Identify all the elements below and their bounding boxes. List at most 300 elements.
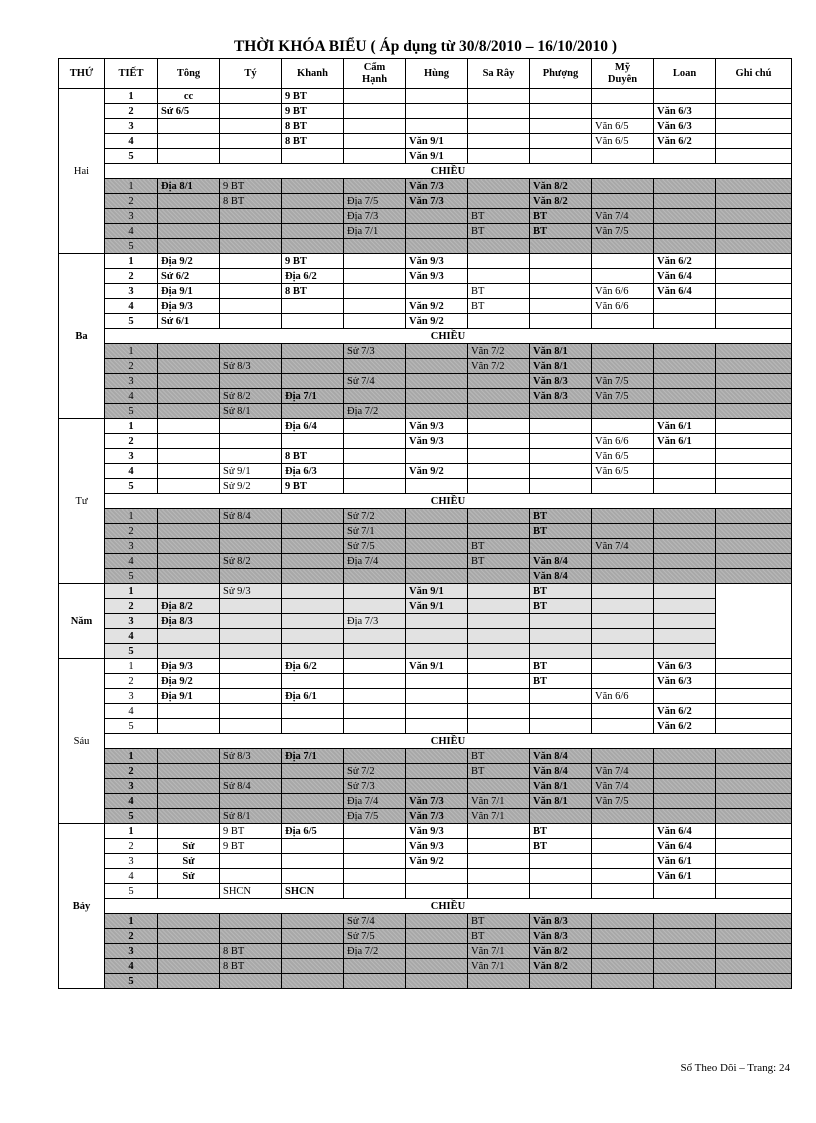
table-row <box>59 554 792 569</box>
schedule-cell <box>282 224 344 239</box>
schedule-cell <box>716 704 792 719</box>
schedule-cell <box>716 959 792 974</box>
schedule-cell: Văn 8/1 <box>530 344 592 359</box>
schedule-cell: Sử 8/3 <box>220 359 282 374</box>
period-number: 5 <box>105 809 158 824</box>
schedule-cell <box>282 509 344 524</box>
schedule-cell <box>530 539 592 554</box>
schedule-cell: Sử 7/2 <box>344 509 406 524</box>
schedule-cell <box>158 764 220 779</box>
schedule-cell: Sử <box>158 869 220 884</box>
schedule-cell <box>716 539 792 554</box>
schedule-cell <box>406 749 468 764</box>
schedule-cell <box>282 614 344 629</box>
schedule-cell <box>406 719 468 734</box>
schedule-cell: Văn 7/4 <box>592 539 654 554</box>
schedule-cell <box>282 599 344 614</box>
schedule-cell <box>592 944 654 959</box>
schedule-cell <box>654 374 716 389</box>
table-row <box>59 824 792 839</box>
schedule-cell: Văn 9/3 <box>406 419 468 434</box>
schedule-cell <box>716 314 792 329</box>
schedule-cell <box>158 719 220 734</box>
schedule-cell <box>530 629 592 644</box>
schedule-cell <box>344 884 406 899</box>
afternoon-divider-row <box>59 494 792 509</box>
table-row <box>59 314 792 329</box>
schedule-cell <box>344 419 406 434</box>
table-row <box>59 599 792 614</box>
schedule-cell: 9 BT <box>220 839 282 854</box>
schedule-cell: 9 BT <box>282 254 344 269</box>
schedule-cell <box>468 104 530 119</box>
schedule-cell <box>592 524 654 539</box>
schedule-cell <box>716 869 792 884</box>
schedule-cell: SHCN <box>220 884 282 899</box>
schedule-cell <box>530 419 592 434</box>
schedule-cell <box>158 884 220 899</box>
schedule-cell: Địa 7/1 <box>282 389 344 404</box>
day-label: Hai <box>59 89 105 254</box>
schedule-cell <box>468 839 530 854</box>
schedule-cell <box>282 584 344 599</box>
schedule-cell <box>716 134 792 149</box>
timetable <box>58 58 792 989</box>
table-row <box>59 344 792 359</box>
schedule-cell <box>654 929 716 944</box>
schedule-cell <box>468 569 530 584</box>
schedule-cell: BT <box>530 524 592 539</box>
schedule-cell <box>468 599 530 614</box>
schedule-cell <box>654 209 716 224</box>
schedule-cell <box>654 779 716 794</box>
schedule-cell <box>654 614 716 629</box>
table-row <box>59 659 792 674</box>
schedule-cell <box>406 209 468 224</box>
schedule-cell <box>592 644 654 659</box>
column-header: Khanh <box>282 59 344 89</box>
table-row <box>59 479 792 494</box>
schedule-cell <box>220 674 282 689</box>
schedule-cell <box>406 884 468 899</box>
schedule-cell <box>654 449 716 464</box>
schedule-cell <box>592 149 654 164</box>
schedule-cell <box>406 344 468 359</box>
schedule-cell <box>592 839 654 854</box>
table-row <box>59 119 792 134</box>
schedule-cell <box>158 959 220 974</box>
schedule-cell <box>158 374 220 389</box>
schedule-cell <box>654 314 716 329</box>
schedule-cell <box>406 704 468 719</box>
schedule-cell <box>406 974 468 989</box>
schedule-cell <box>592 824 654 839</box>
column-header: Cẩm Hạnh <box>344 59 406 89</box>
schedule-cell: Văn 6/4 <box>654 284 716 299</box>
period-number: 3 <box>105 539 158 554</box>
schedule-cell <box>716 884 792 899</box>
schedule-cell: Văn 6/5 <box>592 449 654 464</box>
schedule-cell: Văn 8/4 <box>530 764 592 779</box>
table-row <box>59 809 792 824</box>
schedule-cell: Văn 7/5 <box>592 374 654 389</box>
schedule-cell: Sử 8/3 <box>220 749 282 764</box>
schedule-cell <box>592 914 654 929</box>
schedule-cell <box>716 254 792 269</box>
period-number: 1 <box>105 179 158 194</box>
schedule-cell <box>716 854 792 869</box>
table-row <box>59 854 792 869</box>
schedule-cell <box>592 554 654 569</box>
schedule-cell <box>282 704 344 719</box>
schedule-cell <box>282 434 344 449</box>
schedule-cell <box>592 509 654 524</box>
schedule-cell <box>530 704 592 719</box>
schedule-cell <box>282 974 344 989</box>
schedule-cell: Địa 9/2 <box>158 674 220 689</box>
schedule-cell <box>158 149 220 164</box>
schedule-cell: Văn 7/3 <box>406 809 468 824</box>
schedule-cell: Văn 9/1 <box>406 149 468 164</box>
schedule-cell <box>716 779 792 794</box>
schedule-cell <box>530 314 592 329</box>
schedule-cell <box>530 689 592 704</box>
schedule-cell <box>406 524 468 539</box>
afternoon-label: CHIỀU <box>105 494 792 509</box>
schedule-cell <box>654 299 716 314</box>
schedule-cell <box>530 719 592 734</box>
schedule-cell: Văn 7/3 <box>406 194 468 209</box>
schedule-cell: Văn 8/2 <box>530 179 592 194</box>
schedule-cell <box>158 209 220 224</box>
schedule-cell <box>592 584 654 599</box>
schedule-cell: Sử 7/4 <box>344 914 406 929</box>
schedule-cell <box>344 719 406 734</box>
period-number: 4 <box>105 389 158 404</box>
schedule-cell <box>158 434 220 449</box>
schedule-cell <box>716 659 792 674</box>
table-row <box>59 89 792 104</box>
schedule-cell: Địa 7/4 <box>344 794 406 809</box>
schedule-cell <box>344 314 406 329</box>
schedule-cell <box>592 344 654 359</box>
schedule-cell <box>344 119 406 134</box>
schedule-cell <box>716 404 792 419</box>
schedule-cell <box>406 914 468 929</box>
schedule-cell <box>158 629 220 644</box>
schedule-cell: Văn 8/1 <box>530 794 592 809</box>
schedule-cell: cc <box>158 89 220 104</box>
schedule-cell <box>716 359 792 374</box>
schedule-cell <box>592 719 654 734</box>
schedule-cell <box>344 479 406 494</box>
schedule-cell: Văn 7/1 <box>468 944 530 959</box>
schedule-cell <box>282 344 344 359</box>
schedule-cell <box>468 824 530 839</box>
schedule-cell: Văn 7/2 <box>468 344 530 359</box>
schedule-cell: Văn 6/6 <box>592 299 654 314</box>
schedule-cell: Văn 8/4 <box>530 749 592 764</box>
period-number: 1 <box>105 749 158 764</box>
period-number: 5 <box>105 719 158 734</box>
table-row <box>59 944 792 959</box>
schedule-cell <box>592 104 654 119</box>
schedule-cell <box>220 644 282 659</box>
period-number: 5 <box>105 149 158 164</box>
schedule-cell <box>158 539 220 554</box>
schedule-cell <box>158 524 220 539</box>
schedule-cell <box>406 869 468 884</box>
schedule-cell <box>406 779 468 794</box>
schedule-cell <box>592 269 654 284</box>
schedule-cell <box>716 839 792 854</box>
schedule-cell <box>344 869 406 884</box>
schedule-cell <box>654 599 716 614</box>
schedule-cell <box>406 374 468 389</box>
table-row <box>59 149 792 164</box>
period-number: 2 <box>105 194 158 209</box>
schedule-cell <box>220 599 282 614</box>
afternoon-label: CHIỀU <box>105 734 792 749</box>
schedule-cell <box>530 149 592 164</box>
schedule-cell <box>468 674 530 689</box>
table-row <box>59 569 792 584</box>
schedule-cell <box>468 719 530 734</box>
schedule-cell <box>654 239 716 254</box>
schedule-cell <box>530 134 592 149</box>
schedule-cell <box>592 974 654 989</box>
schedule-cell <box>592 854 654 869</box>
afternoon-label: CHIỀU <box>105 899 792 914</box>
schedule-cell <box>468 974 530 989</box>
schedule-cell <box>592 629 654 644</box>
schedule-cell <box>716 104 792 119</box>
schedule-cell <box>282 674 344 689</box>
schedule-cell: Văn 7/5 <box>592 224 654 239</box>
schedule-cell <box>344 839 406 854</box>
schedule-cell <box>282 794 344 809</box>
table-row <box>59 839 792 854</box>
schedule-cell: Văn 7/2 <box>468 359 530 374</box>
schedule-cell <box>406 689 468 704</box>
schedule-cell <box>654 944 716 959</box>
table-row <box>59 749 792 764</box>
schedule-cell <box>654 149 716 164</box>
period-number: 4 <box>105 704 158 719</box>
schedule-cell <box>158 119 220 134</box>
period-number: 2 <box>105 674 158 689</box>
schedule-cell: Địa 7/5 <box>344 809 406 824</box>
schedule-cell: BT <box>530 839 592 854</box>
period-number: 5 <box>105 569 158 584</box>
schedule-cell <box>220 419 282 434</box>
schedule-cell <box>468 374 530 389</box>
schedule-cell <box>158 449 220 464</box>
schedule-cell: Văn 6/5 <box>592 464 654 479</box>
schedule-cell: Văn 6/1 <box>654 434 716 449</box>
schedule-cell <box>344 689 406 704</box>
schedule-cell <box>592 599 654 614</box>
schedule-cell <box>220 239 282 254</box>
schedule-cell <box>282 719 344 734</box>
schedule-cell: Văn 6/2 <box>654 134 716 149</box>
schedule-cell: BT <box>468 299 530 314</box>
schedule-cell: Văn 6/6 <box>592 689 654 704</box>
schedule-cell <box>716 689 792 704</box>
schedule-cell: BT <box>468 284 530 299</box>
schedule-cell: BT <box>468 554 530 569</box>
schedule-cell <box>592 179 654 194</box>
schedule-cell: Địa 7/3 <box>344 614 406 629</box>
schedule-cell: Địa 9/3 <box>158 299 220 314</box>
period-number: 5 <box>105 314 158 329</box>
schedule-cell <box>282 869 344 884</box>
schedule-cell <box>654 89 716 104</box>
schedule-cell: Văn 9/3 <box>406 269 468 284</box>
schedule-cell <box>220 914 282 929</box>
schedule-cell <box>220 629 282 644</box>
schedule-cell: 9 BT <box>282 479 344 494</box>
schedule-cell <box>282 779 344 794</box>
schedule-cell <box>468 509 530 524</box>
schedule-cell <box>468 779 530 794</box>
schedule-cell: Văn 9/1 <box>406 599 468 614</box>
schedule-cell <box>468 449 530 464</box>
schedule-cell <box>592 869 654 884</box>
page-footer: Sổ Theo Dõi – Trang: 24 <box>680 1062 790 1074</box>
table-row <box>59 719 792 734</box>
schedule-cell: Sử 7/3 <box>344 779 406 794</box>
schedule-cell <box>468 194 530 209</box>
schedule-cell <box>716 299 792 314</box>
schedule-cell <box>716 119 792 134</box>
day-label: Năm <box>59 584 105 659</box>
schedule-cell <box>716 524 792 539</box>
schedule-cell: Văn 8/1 <box>530 779 592 794</box>
schedule-cell <box>654 179 716 194</box>
schedule-cell <box>220 449 282 464</box>
schedule-cell <box>282 929 344 944</box>
schedule-cell: Văn 7/4 <box>592 209 654 224</box>
schedule-cell: BT <box>530 824 592 839</box>
schedule-cell: Địa 6/5 <box>282 824 344 839</box>
schedule-cell <box>158 644 220 659</box>
schedule-cell <box>220 689 282 704</box>
schedule-cell: BT <box>530 224 592 239</box>
schedule-cell: Văn 6/1 <box>654 869 716 884</box>
table-row <box>59 464 792 479</box>
schedule-cell <box>220 854 282 869</box>
schedule-cell: BT <box>468 209 530 224</box>
period-number: 2 <box>105 104 158 119</box>
schedule-cell: 8 BT <box>282 284 344 299</box>
table-row <box>59 884 792 899</box>
column-header: Tý <box>220 59 282 89</box>
schedule-cell <box>654 764 716 779</box>
schedule-cell <box>716 674 792 689</box>
schedule-cell <box>468 119 530 134</box>
schedule-cell: Địa 8/2 <box>158 599 220 614</box>
schedule-cell <box>468 149 530 164</box>
schedule-cell: Địa 9/2 <box>158 254 220 269</box>
schedule-cell <box>282 839 344 854</box>
schedule-cell <box>530 269 592 284</box>
schedule-cell: Địa 6/2 <box>282 659 344 674</box>
schedule-cell <box>344 629 406 644</box>
schedule-cell: Địa 7/2 <box>344 944 406 959</box>
schedule-cell <box>220 659 282 674</box>
schedule-cell: Văn 6/5 <box>592 134 654 149</box>
schedule-cell <box>406 944 468 959</box>
schedule-cell <box>654 524 716 539</box>
schedule-cell <box>716 434 792 449</box>
schedule-cell <box>592 194 654 209</box>
day-label: Ba <box>59 254 105 419</box>
schedule-cell: Văn 8/3 <box>530 389 592 404</box>
schedule-cell <box>344 134 406 149</box>
schedule-cell <box>344 584 406 599</box>
schedule-cell <box>654 974 716 989</box>
table-row <box>59 869 792 884</box>
schedule-cell: Địa 7/1 <box>282 749 344 764</box>
schedule-cell <box>220 929 282 944</box>
schedule-cell <box>282 194 344 209</box>
period-number: 5 <box>105 644 158 659</box>
schedule-cell: Địa 9/1 <box>158 284 220 299</box>
header-row <box>59 59 792 89</box>
schedule-cell <box>220 764 282 779</box>
schedule-cell <box>654 194 716 209</box>
schedule-cell <box>530 119 592 134</box>
period-number: 1 <box>105 659 158 674</box>
schedule-cell <box>716 269 792 284</box>
schedule-cell <box>344 749 406 764</box>
schedule-cell <box>530 884 592 899</box>
schedule-cell <box>220 869 282 884</box>
period-number: 3 <box>105 449 158 464</box>
schedule-cell: Địa 9/3 <box>158 659 220 674</box>
schedule-cell: 8 BT <box>282 449 344 464</box>
schedule-cell: Văn 9/2 <box>406 314 468 329</box>
schedule-cell <box>406 89 468 104</box>
period-number: 2 <box>105 839 158 854</box>
schedule-cell <box>220 299 282 314</box>
schedule-cell <box>282 524 344 539</box>
schedule-cell <box>282 314 344 329</box>
table-row <box>59 404 792 419</box>
schedule-cell <box>344 449 406 464</box>
schedule-cell <box>716 569 792 584</box>
schedule-cell <box>220 539 282 554</box>
schedule-cell <box>158 464 220 479</box>
schedule-cell <box>158 704 220 719</box>
schedule-cell <box>220 224 282 239</box>
schedule-cell <box>158 914 220 929</box>
schedule-cell: BT <box>468 539 530 554</box>
schedule-cell <box>220 134 282 149</box>
schedule-cell <box>282 539 344 554</box>
schedule-cell <box>282 764 344 779</box>
schedule-cell <box>468 89 530 104</box>
schedule-cell <box>220 104 282 119</box>
schedule-cell <box>716 914 792 929</box>
schedule-cell <box>468 689 530 704</box>
schedule-cell <box>654 344 716 359</box>
schedule-cell <box>282 554 344 569</box>
period-number: 5 <box>105 239 158 254</box>
schedule-cell: 9 BT <box>282 89 344 104</box>
schedule-cell: Sử 8/1 <box>220 809 282 824</box>
